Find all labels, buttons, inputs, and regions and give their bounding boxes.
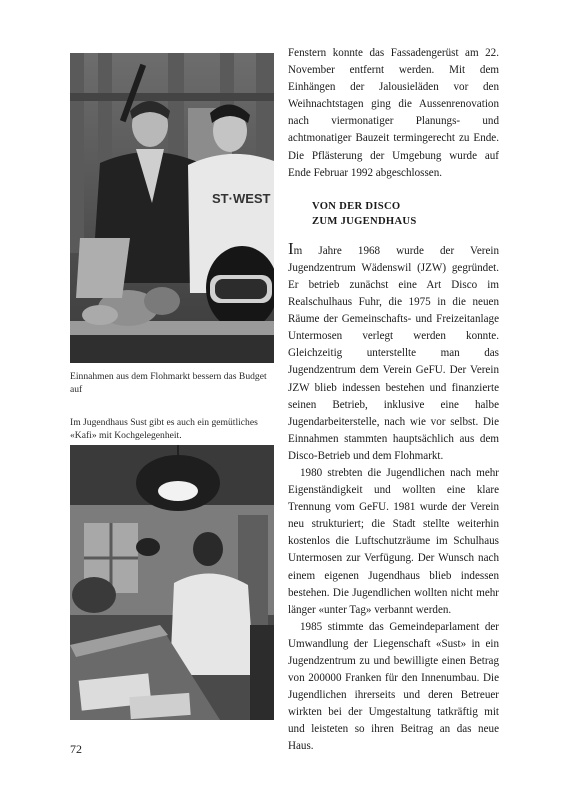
flea-market-photo	[70, 53, 274, 363]
article-paragraph-3: 1985 stimmte das Gemeindeparlament der Umwandlung der Liegenschaft «Sust» in ein Jugendzentrum zu und bewilligte einen Betrag von 200000 Franken für den Innenumbau. Die Jugendlichen ihrerseits und deren Betreuer wirkten bei der Umgestaltung tatkräftig mit und leisteten so ihren Beitrag an das neue Haus.	[288, 620, 499, 753]
cafe-caption: Im Jugendhaus Sust gibt es auch ein gemütliches «Kafi» mit Kochgelegenheit.	[70, 417, 258, 441]
article-paragraph-1	[288, 238, 499, 465]
article-intro-paragraph: Fenstern konnte das Fassadengerüst am 22. November entfernt werden. Mit dem Einhängen der Jalousieläden vor den Weihnachtstagen ging die Aussenrenovation nach viermonatiger Planungs- und achtmonatiger Bauzeit termingerecht zu Ende. Die Pflästerung der Umgebung wurde auf Ende Februar 1992 abgeschlossen.	[288, 47, 499, 179]
cafe-photo	[70, 445, 274, 720]
article-paragraph-2: 1980 strebten die Jugendlichen nach mehr Eigenständigkeit und wollten eine klare Trennung vom GeFU. 1981 wurde der Verein neu strukturiert; die Stadt stellte weiterhin kostenlos die Luftschutzräume im Schulhaus Untermosen zur Verfügung. Der Wunsch nach einem eigenen Jugendhaus blieb indessen bestehen. Die Jugendlichen wollten nicht mehr länger «unter Tag» verbannt werden.	[288, 466, 499, 616]
flea-market-caption: Einnahmen aus dem Flohmarkt bessern das Budget auf	[70, 371, 267, 395]
article-paragraph-1-text: m Jahre 1968 wurde der Verein Jugendzentrum Wädenswil (JZW) gegründet. Er betrieb zunächst eine Art Disco im Realschulhaus Fuhr, die 1975 in die neuen Räume der Gemeinschafts- und Freizeitanlage Untermosen verlegt werden konnte. Gleichzeitig unterstellte man das Jugendzentrum dem Verein GeFU. Der Verein JZW blieb indessen bestehen und finanzierte seinen Betrieb, inklusive eine halbe Jugendarbeiterstelle, nach wie vor selbst. Die Einnahmen stammten hauptsächlich aus dem Disco-Betrieb und dem Flohmarkt.	[288, 244, 499, 462]
section-heading	[312, 199, 499, 229]
initial-letter: I	[288, 238, 294, 258]
section-heading-line-1: VON DER DISCO	[312, 200, 401, 212]
cafe-photo-image	[70, 445, 274, 720]
article-column	[288, 45, 499, 756]
section-heading-line-2: ZUM JUGENDHAUS	[312, 215, 417, 227]
flea-market-photo-image	[70, 53, 274, 363]
page-number: 72	[70, 742, 82, 756]
svg-text:ST·WEST: ST·WEST	[212, 191, 271, 206]
